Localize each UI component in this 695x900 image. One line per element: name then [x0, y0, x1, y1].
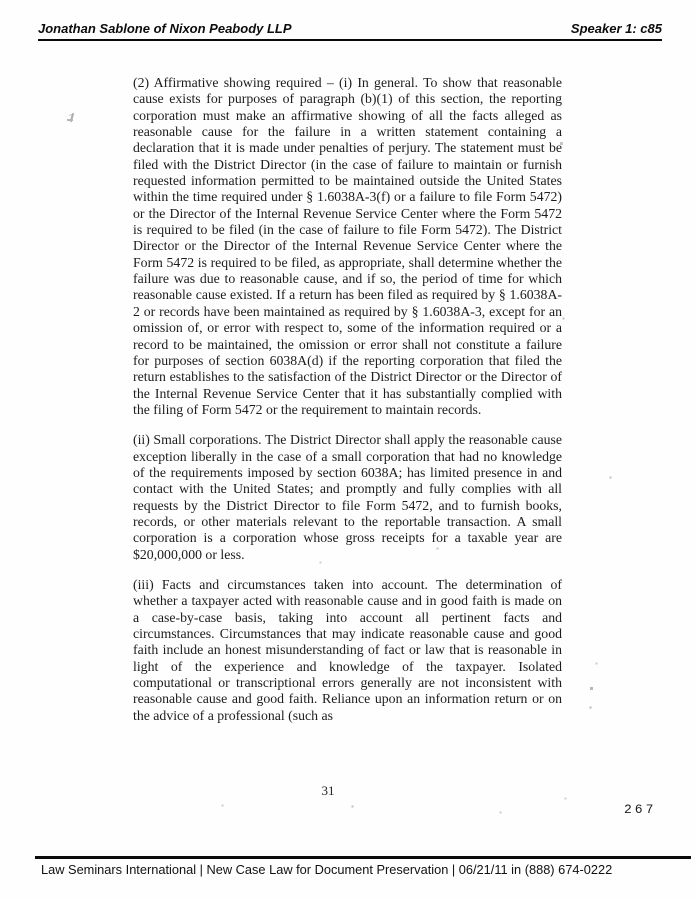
page-footer [35, 856, 691, 877]
page-header [38, 21, 662, 41]
body-paragraph-2: (2) Affirmative showing required – (i) In general. To show that reasonable cause exists for purposes of paragraph (b)(1) of this section, the reporting corporation must make an affirmative showing of all the facts alleged as reasonable cause for the failure in a written statement containing a declaration that it is made under penalties of perjury. The statement must be filed with the District Director (in the case of failure to maintain or furnish requested information permitted to be maintained outside the United States within the time required under § 1.6038A-3(f) or a failure to file Form 5472) or the Director of the Internal Revenue Service Center where the Form 5472 is required to be filed (in the case of failure to file Form 5472). The District Director or the Director of the Internal Revenue Service Center where the Form 5472 is required to be filed, as appropriate, shall determine whether the failure was due to reasonable cause, and if so, the period of time for which reasonable cause existed. If a return has been filed as required by § 1.6038A-2 or records have been maintained as required by § 1.6038A-3, except for an omission of, or error with respect to, some of the information required or a record to be maintained, the omission or error shall not constitute a failure for purposes of section 6038A(d) if the reporting corporation that filed the return establishes to the satisfaction of the District Director or the Director of the Internal Revenue Service Center that it has substantially complied with the filing of Form 5472 or the requirement to maintain records. [133, 75, 562, 417]
footer-text: Law Seminars International | New Case Law for Document Preservation | 06/21/11 in (888) 674-0222 [41, 862, 613, 877]
body-paragraph-ii: (ii) Small corporations. The District Director shall apply the reasonable cause exception liberally in the case of a small corporation that had no knowledge of the requirements imposed by section 6038A; has limited presence in and contact with the United States; and promptly and fully complies with all requests by the District Director to file Form 5472, and to furnish books, records, or other materials relevant to the reportable transaction. A small corporation is a corporation whose gross receipts for a taxable year are $20,000,000 or less. [133, 432, 562, 562]
document-body [133, 75, 562, 724]
header-speaker-label: Speaker 1: c85 [570, 21, 662, 36]
stamp-number: 267 [624, 802, 657, 817]
page-number: 31 [321, 783, 335, 798]
body-paragraph-iii: (iii) Facts and circumstances taken into account. The determination of whether a taxpayer acted with reasonable cause and in good faith is made on a case-by-case basis, taking into account all pertinent facts and circumstances. Circumstances that may indicate reasonable cause and good faith include an honest misunderstanding of fact or law that is reasonable in light of the experience and knowledge of the taxpayer. Isolated computational or transcriptional errors generally are not inconsistent with reasonable cause and good faith. Reliance upon an information return or on the advice of a professional (such as [133, 576, 562, 723]
header-author: Jonathan Sablone of Nixon Peabody LLP [38, 21, 292, 36]
scan-specks [0, 0, 1, 1]
scan-smudge [66, 110, 78, 124]
